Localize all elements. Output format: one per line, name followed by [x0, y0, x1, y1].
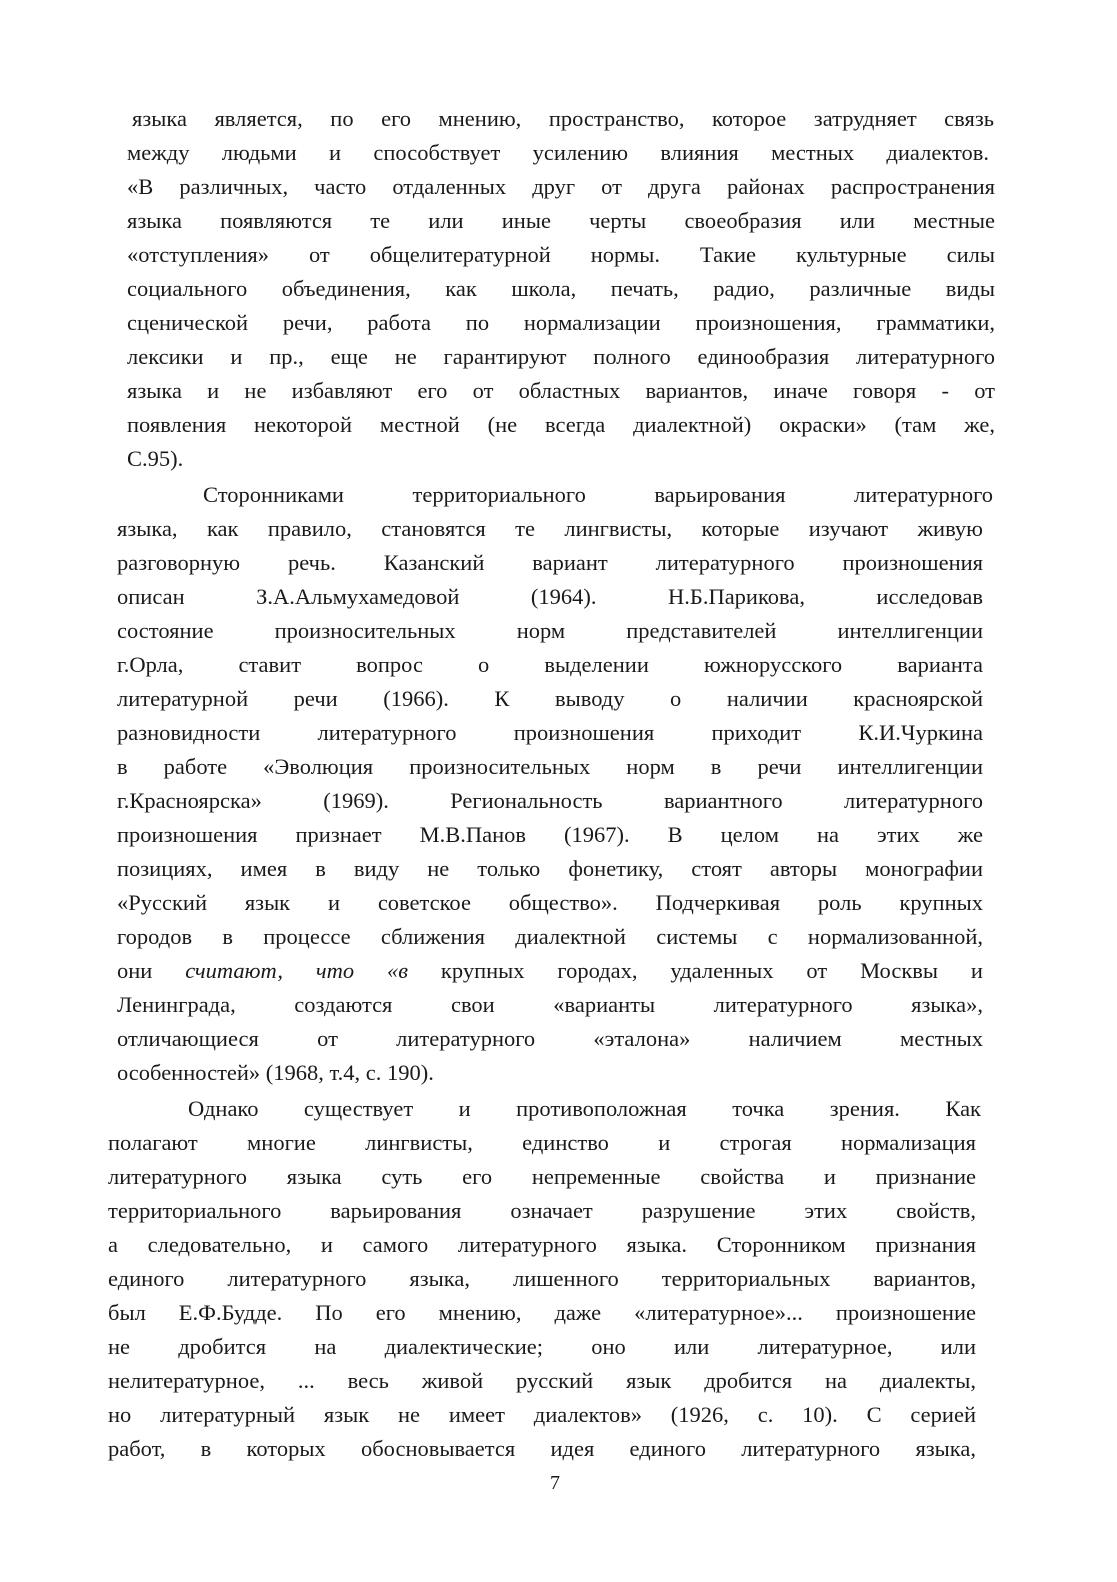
- text-line: С.95).: [127, 446, 184, 471]
- page-number: 7: [550, 1472, 560, 1494]
- text-line: г.Орла, ставит вопрос о выделении южнорусского варианта: [117, 652, 983, 677]
- text-segment: они: [117, 958, 186, 983]
- text-line: территориального варьирования означает разрушение этих свойств,: [108, 1198, 976, 1223]
- text-line: языка и не избавляют его от областных вариантов, иначе говоря - от: [127, 378, 995, 403]
- text-line: социального объединения, как школа, печать, радио, различные виды: [127, 276, 995, 301]
- text-line: нелитературное, ... весь живой русский язык дробится на диалекты,: [108, 1368, 976, 1393]
- text-line: был Е.Ф.Будде. По его мнению, даже «литературное»... произношение: [108, 1300, 976, 1325]
- text-line: языка появляются те или иные черты своеобразия или местные: [127, 208, 995, 233]
- text-line: между людьми и способствует усилению влияния местных диалектов.: [127, 140, 989, 165]
- text-line: Ленинграда, создаются свои «варианты литературного языка»,: [117, 992, 983, 1017]
- text-line: описан З.А.Альмухамедовой (1964). Н.Б.Парикова, исследовав: [117, 584, 983, 609]
- text-line: особенностей» (1968, т.4, с. 190).: [117, 1060, 434, 1085]
- text-line: «Русский язык и советское общество». Подчеркивая роль крупных: [117, 890, 983, 915]
- text-line: полагают многие лингвисты, единство и строгая нормализация: [108, 1130, 976, 1155]
- text-line: городов в процессе сближения диалектной системы с нормализованной,: [117, 924, 983, 949]
- text-line: состояние произносительных норм представителей интеллигенции: [117, 618, 983, 643]
- text-line: единого литературного языка, лишенного территориальных вариантов,: [108, 1266, 976, 1291]
- text-line: «отступления» от общелитературной нормы. Такие культурные силы: [127, 242, 995, 267]
- text-line: сценической речи, работа по нормализации произношения, грамматики,: [127, 310, 995, 335]
- text-line: отличающиеся от литературного «эталона» наличием местных: [117, 1026, 983, 1051]
- text-line: Однако существует и противоположная точка зрения. Как: [188, 1096, 981, 1121]
- text-line: в работе «Эволюция произносительных норм в речи интеллигенции: [117, 754, 983, 779]
- text-line: «В различных, часто отдаленных друг от друга районах распространения: [127, 174, 995, 199]
- italic-text-segment: считают, что «в: [185, 958, 409, 983]
- text-line: литературного языка суть его непременные свойства и признание: [108, 1164, 976, 1189]
- text-line: а следовательно, и самого литературного языка. Сторонником признания: [108, 1232, 976, 1257]
- text-line: языка является, по его мнению, пространство, которое затрудняет связь: [132, 106, 994, 131]
- text-line: разговорную речь. Казанский вариант литературного произношения: [117, 550, 983, 575]
- text-line: Сторонниками территориального варьирования литературного: [203, 482, 993, 507]
- text-line: позициях, имея в виду не только фонетику, стоят авторы монографии: [117, 856, 983, 881]
- text-line: не дробится на диалектические; оно или литературное, или: [108, 1334, 976, 1359]
- text-line: но литературный язык не имеет диалектов» (1926, с. 10). С серией: [108, 1402, 976, 1427]
- text-line: работ, в которых обосновывается идея единого литературного языка,: [108, 1436, 976, 1461]
- text-line: появления некоторой местной (не всегда диалектной) окраски» (там же,: [127, 412, 995, 437]
- text-line: литературной речи (1966). К выводу о наличии красноярской: [117, 686, 983, 711]
- text-line: лексики и пр., еще не гарантируют полного единообразия литературного: [127, 344, 995, 369]
- text-line: [117, 958, 983, 984]
- text-line: разновидности литературного произношения приходит К.И.Чуркина: [117, 720, 983, 745]
- text-line: произношения признает М.В.Панов (1967). В целом на этих же: [117, 822, 983, 847]
- text-line: языка, как правило, становятся те лингвисты, которые изучают живую: [117, 516, 983, 541]
- text-segment: крупных городах, удаленных от Москвы и: [408, 958, 983, 983]
- text-line: г.Красноярска» (1969). Региональность вариантного литературного: [117, 788, 983, 813]
